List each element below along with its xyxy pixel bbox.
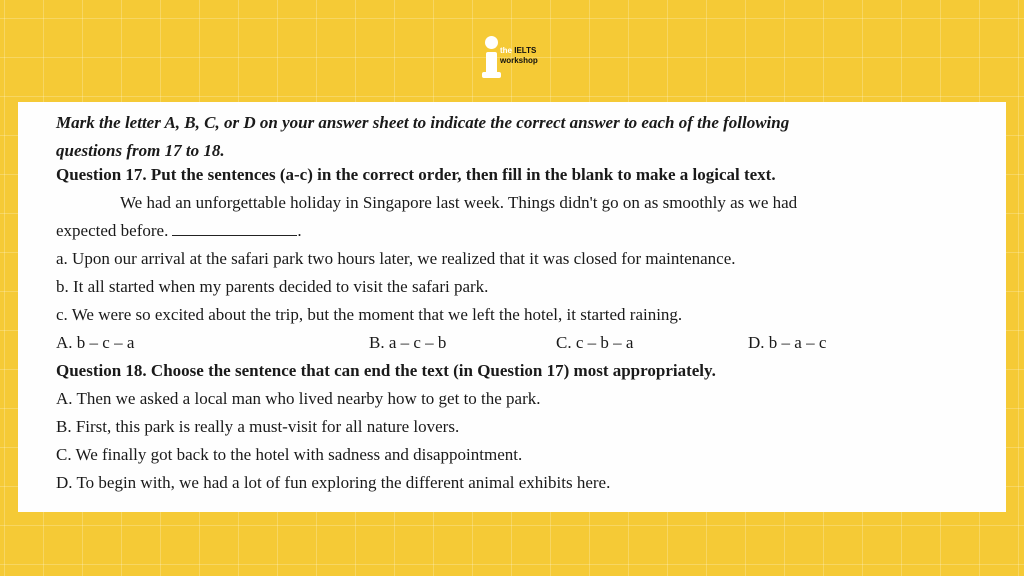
logo-wordmark: the IELTS workshop: [500, 46, 538, 65]
q17-sentence-a: a. Upon our arrival at the safari park two hours later, we realized that it was closed for maintenance.: [56, 249, 736, 268]
q17-sentence-c: c. We were so excited about the trip, but the moment that we left the hotel, it started raining.: [56, 305, 683, 324]
the-ielts-workshop-logo: [482, 36, 562, 80]
q18-option-b: B. First, this park is really a must-visit for all nature lovers.: [56, 417, 460, 436]
question-17-heading: Question 17. Put the sentences (a-c) in the correct order, then fill in the blank to make a logical text.: [56, 165, 776, 184]
q18-option-c: C. We finally got back to the hotel with sadness and disappointment.: [56, 445, 523, 464]
q17-option-a: A. b – c – a: [56, 333, 135, 352]
q17-passage-line1: We had an unforgettable holiday in Singapore last week. Things didn't go on as smoothly as we had: [120, 193, 798, 212]
q17-option-c: C. c – b – a: [556, 333, 634, 352]
q17-passage-line2: expected before. .: [56, 221, 302, 240]
q17-option-d: D. b – a – c: [748, 333, 827, 352]
q17-answer-blank: [172, 221, 297, 236]
q17-option-b: B. a – c – b: [369, 333, 447, 352]
q17-options: [56, 332, 986, 354]
question-18-heading: Question 18. Choose the sentence that can end the text (in Question 17) most appropriately.: [56, 361, 716, 380]
q17-sentence-b: b. It all started when my parents decided to visit the safari park.: [56, 277, 489, 296]
q18-option-a: A. Then we asked a local man who lived nearby how to get to the park.: [56, 389, 541, 408]
q18-option-d: D. To begin with, we had a lot of fun exploring the different animal exhibits here.: [56, 473, 611, 492]
instruction-text: Mark the letter A, B, C, or D on your answer sheet to indicate the correct answer to each of the following: [56, 113, 790, 132]
instruction-text-cont: questions from 17 to 18.: [56, 141, 225, 160]
worksheet-paper: [18, 102, 1006, 512]
